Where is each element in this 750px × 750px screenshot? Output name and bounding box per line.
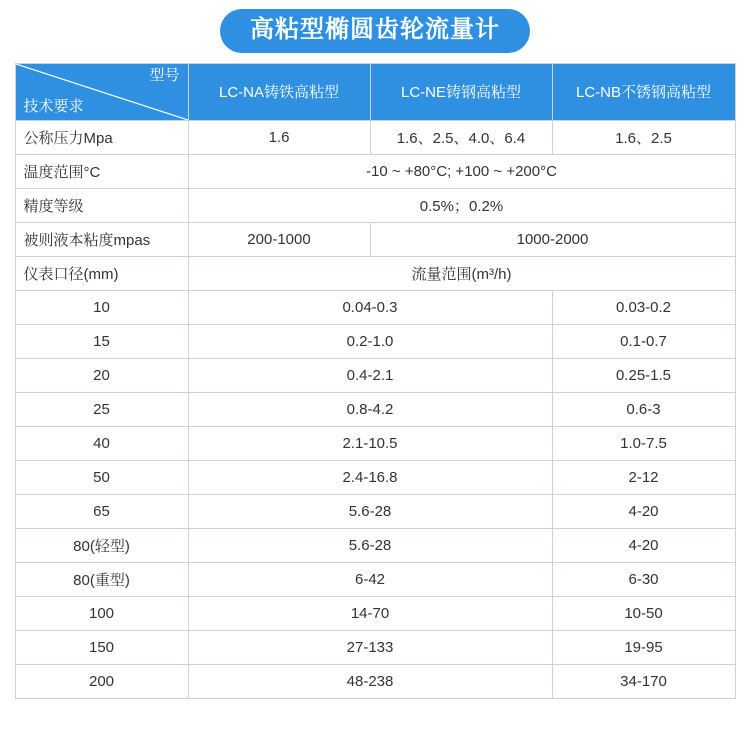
table-row: [15, 630, 735, 664]
table-row: [15, 528, 735, 562]
cell-flow-right: 34-170: [552, 664, 735, 698]
cell-flow-right: 0.03-0.2: [552, 290, 735, 324]
cell-accuracy-all: 0.5%；0.2%: [188, 188, 735, 222]
specification-table: [15, 63, 736, 699]
cell-flow-left: 14-70: [188, 596, 552, 630]
corner-bottom-label: 技术要求: [23, 98, 84, 116]
cell-flow-left: 0.2-1.0: [188, 324, 552, 358]
cell-flow-right: 10-50: [552, 596, 735, 630]
cell-caliber: 80(轻型): [15, 528, 188, 562]
cell-caliber: 80(重型): [15, 562, 188, 596]
cell-pressure-na: 1.6: [188, 120, 370, 154]
cell-pressure-nb: 1.6、2.5: [552, 120, 735, 154]
cell-viscosity-na: 200-1000: [188, 222, 370, 256]
table-row: [15, 222, 735, 256]
table-row: [15, 188, 735, 222]
table-row: [15, 596, 735, 630]
row-label-viscosity: 被则液本粘度mpas: [15, 222, 188, 256]
table-row: [15, 494, 735, 528]
table-row: [15, 120, 735, 154]
table-row: [15, 358, 735, 392]
table-row: [15, 324, 735, 358]
cell-caliber: 100: [15, 596, 188, 630]
cell-flow-left: 48-238: [188, 664, 552, 698]
row-label-caliber: 仪表口径(mm): [15, 256, 188, 290]
model-header-na: LC-NA铸铁高粘型: [188, 63, 370, 120]
cell-caliber: 50: [15, 460, 188, 494]
cell-flow-left: 5.6-28: [188, 494, 552, 528]
cell-caliber: 25: [15, 392, 188, 426]
cell-viscosity-ne-nb: 1000-2000: [370, 222, 735, 256]
cell-flow-right: 2-12: [552, 460, 735, 494]
cell-caliber: 10: [15, 290, 188, 324]
cell-flow-left: 2.4-16.8: [188, 460, 552, 494]
table-row: [15, 460, 735, 494]
table-row: [15, 426, 735, 460]
cell-flow-right: 6-30: [552, 562, 735, 596]
corner-diagonal-cell: [15, 63, 188, 120]
table-header-row: [15, 63, 735, 120]
cell-flow-right: 4-20: [552, 528, 735, 562]
cell-flow-left: 5.6-28: [188, 528, 552, 562]
corner-top-label: 型号: [149, 66, 180, 84]
cell-caliber: 150: [15, 630, 188, 664]
cell-caliber: 65: [15, 494, 188, 528]
cell-pressure-ne: 1.6、2.5、4.0、6.4: [370, 120, 552, 154]
cell-flow-right: 0.25-1.5: [552, 358, 735, 392]
cell-flow-left: 6-42: [188, 562, 552, 596]
row-label-temperature: 温度范围°C: [15, 154, 188, 188]
cell-flow-left: 0.8-4.2: [188, 392, 552, 426]
row-label-accuracy: 精度等级: [15, 188, 188, 222]
cell-flow-right: 4-20: [552, 494, 735, 528]
cell-caliber: 15: [15, 324, 188, 358]
table-row: [15, 290, 735, 324]
cell-flow-left: 0.04-0.3: [188, 290, 552, 324]
cell-caliber: 40: [15, 426, 188, 460]
cell-caliber: 20: [15, 358, 188, 392]
cell-caliber: 200: [15, 664, 188, 698]
model-header-ne: LC-NE铸钢高粘型: [370, 63, 552, 120]
cell-flow-range-header: 流量范围(m³/h): [188, 256, 735, 290]
row-label-pressure: 公称压力Mpa: [15, 120, 188, 154]
cell-flow-right: 0.6-3: [552, 392, 735, 426]
cell-flow-left: 27-133: [188, 630, 552, 664]
table-row: [15, 392, 735, 426]
title-banner: [0, 0, 750, 63]
model-header-nb: LC-NB不锈钢高粘型: [552, 63, 735, 120]
table-row: [15, 154, 735, 188]
table-row: [15, 256, 735, 290]
table-row: [15, 562, 735, 596]
cell-flow-right: 19-95: [552, 630, 735, 664]
cell-flow-right: 0.1-0.7: [552, 324, 735, 358]
cell-temperature-all: -10 ~ +80°C; +100 ~ +200°C: [188, 154, 735, 188]
cell-flow-right: 1.0-7.5: [552, 426, 735, 460]
table-row: [15, 664, 735, 698]
cell-flow-left: 0.4-2.1: [188, 358, 552, 392]
page-title: 高粘型椭圆齿轮流量计: [220, 9, 530, 53]
cell-flow-left: 2.1-10.5: [188, 426, 552, 460]
